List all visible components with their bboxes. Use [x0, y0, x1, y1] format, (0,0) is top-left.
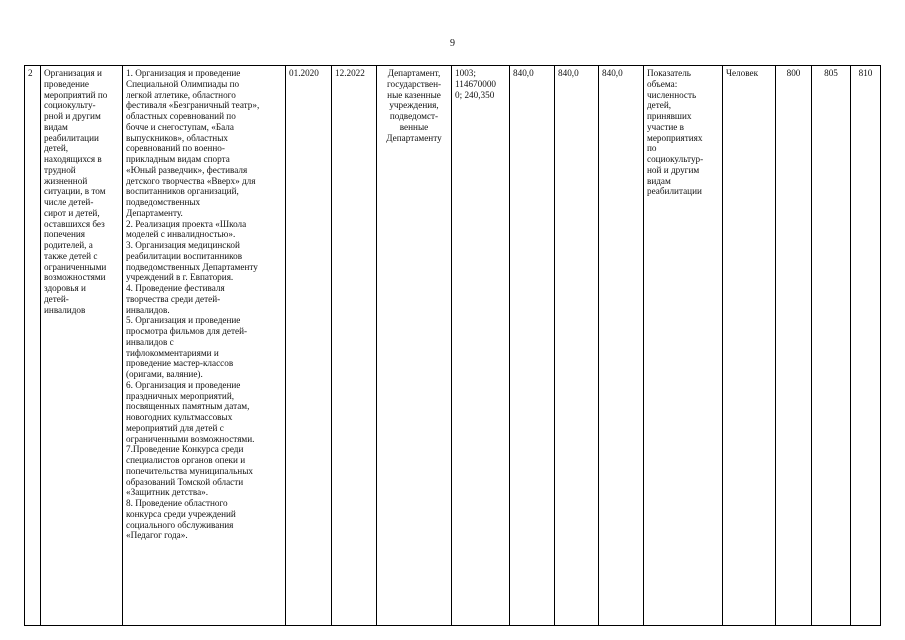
executor: Департамент, государствен- ные казенные учреждения, подведомст- венные Департаменту	[377, 66, 452, 626]
unit: Человек	[723, 66, 776, 626]
end-date: 12.2022	[332, 66, 377, 626]
page-number: 9	[450, 38, 455, 49]
row-number: 2	[25, 66, 41, 626]
program-table	[24, 65, 881, 626]
activities-list: 1. Организация и проведение Специальной Олимпиады по легкой атлетике, областного фестиваля «Безграничный театр», областных соревнований по бочче и снегоступам, «Бала выпускников», областных соревнований по военно- прикладным видам спорта «Юный разведчик», фестиваля детского творчества «Вверх» для воспитанников организаций, подведомственных Департаменту. 2. Реализация проекта «Школа моделей с инвалидностью». 3. Организация медицинской реабилитации воспитанников подведомственных Департаменту учреждений в г. Евпатория. 4. Проведение фестиваля творчества среди детей- инвалидов. 5. Организация и проведение просмотра фильмов для детей- инвалидов с тифлокомментариями и проведение мастер-классов (оригами, валяние). 6. Организация и проведение праздничных мероприятий, посвященных памятным датам, новогодних культмассовых мероприятий для детей с ограниченными возможностями. 7.Проведение Конкурса среди специалистов органов опеки и попечительства муниципальных образований Томской области «Защитник детства». 8. Проведение областного конкурса среди учреждений социального обслуживания «Педагог года».	[123, 66, 286, 626]
value-3: 810	[851, 66, 881, 626]
event-name: Организация и проведение мероприятий по социокульту- рной и другим видам реабилитации детей, находящихся в трудной жизненной ситуации, в том числе детей- сирот и детей, оставшихся без попечения родителей, а также детей с ограниченными возможностями здоровья и детей- инвалидов	[41, 66, 123, 626]
amount-3: 840,0	[599, 66, 644, 626]
amount-2: 840,0	[555, 66, 599, 626]
amount-total: 840,0	[510, 66, 555, 626]
table-row	[25, 66, 881, 626]
start-date: 01.2020	[286, 66, 332, 626]
budget-code: 1003; 114670000 0; 240,350	[452, 66, 510, 626]
value-2: 805	[812, 66, 851, 626]
value-1: 800	[776, 66, 812, 626]
indicator: Показатель объема: численность детей, принявших участие в мероприятиях по социокультур- ной и другим видам реабилитации	[644, 66, 723, 626]
